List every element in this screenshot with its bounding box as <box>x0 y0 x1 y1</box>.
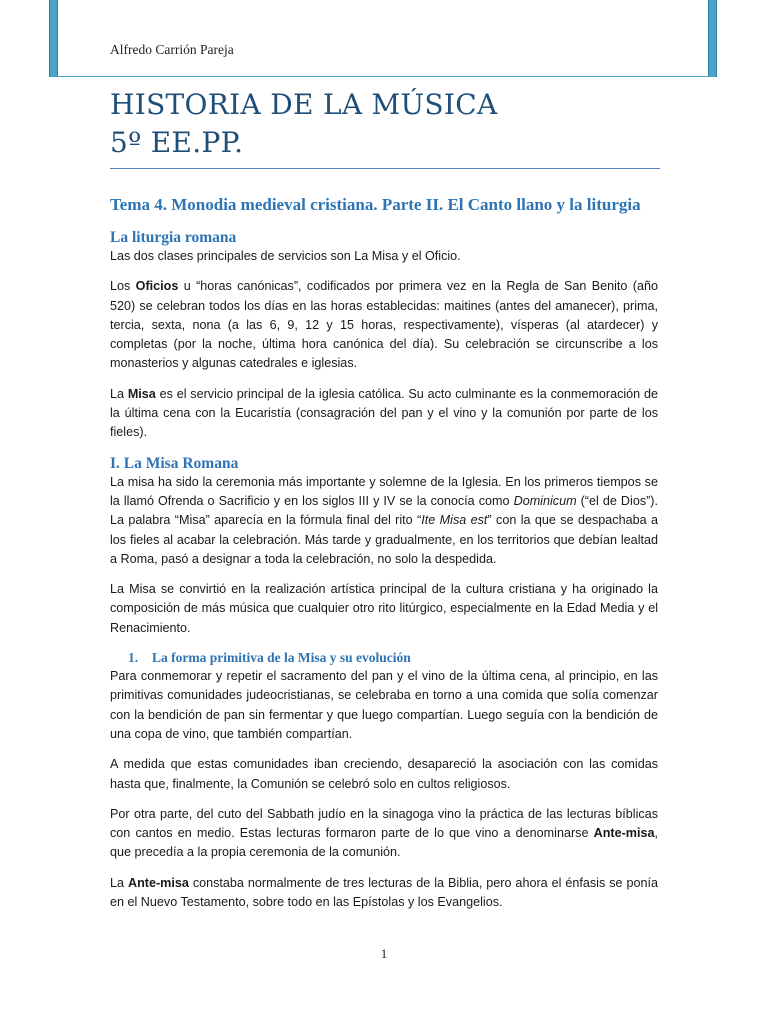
paragraph: Los Oficios u “horas canónicas”, codificados por primera vez en la Regla de San Benito (año 520) se celebran todos los días en las horas establecidas: maitines (antes del amanecer), prima, tercia, sexta, nona (a las 6, 9, 12 y 15 horas, respectivamente), vísperas (al atardecer) y completas (por la noche, última hora canónica del día). Su celebración se circunscribe a los monasterios y algunas catedrales e iglesias. <box>110 279 658 371</box>
document-body <box>110 194 658 923</box>
section-heading-liturgia: La liturgia romana <box>110 229 237 246</box>
bold-term: Oficios <box>135 279 179 294</box>
bold-term: Misa <box>127 386 156 401</box>
bold-term: Ante-misa <box>593 826 655 841</box>
topic-heading: Tema 4. Monodia medieval cristiana. Parte II. El Canto llano y la liturgia <box>110 195 641 214</box>
title-line-2: 5º EE.PP. <box>110 126 244 159</box>
paragraph: Por otra parte, del cuto del Sabbath judío en la sinagoga vino la práctica de las lecturas bíblicas con cantos en medio. Estas lecturas formaron parte de lo que vino a denominarse Ante-misa, que precedía a la propia ceremonia de la comunión. <box>110 806 658 860</box>
document-title <box>110 86 660 169</box>
paragraph: La Ante-misa constaba normalmente de tres lecturas de la Biblia, pero ahora el énfasis se ponía en el Nuevo Testamento, sobre todo en las Epístolas y los Evangelios. <box>110 875 658 910</box>
italic-term: Dominicum <box>513 493 577 508</box>
title-line-1: HISTORIA DE LA MÚSICA <box>110 88 498 121</box>
paragraph: La Misa se convirtió en la realización artística principal de la cultura cristiana y ha originado la composición de más música que cualquier otro rito litúrgico, especialmente en la Edad Media y el Renacimiento. <box>110 582 658 635</box>
subsection-title: La forma primitiva de la Misa y su evolución <box>152 650 411 666</box>
paragraph: A medida que estas comunidades iban creciendo, desapareció la asociación con las comidas hasta que, finalmente, la Comunión se celebró solo en cultos religiosos. <box>110 757 658 791</box>
subsection-heading-forma <box>110 649 658 667</box>
header-decoration-bar-left <box>49 0 58 77</box>
subsection-number: 1. <box>128 650 139 666</box>
header-rule <box>58 76 716 77</box>
paragraph: La misa ha sido la ceremonia más importante y solemne de la Iglesia. En los primeros tiempos se la llamó Ofrenda o Sacrificio y en los siglos III y IV se la conocía como Dominicum (“el de Dios”). La palabra “Misa” aparecía en la fórmula final del rito “Ite Misa est” con la que se despachaba a los fieles al acabar la celebración. Más tarde y gradualmente, en los territorios que debían lealtad a Roma, pasó a designar a toda la celebración, no solo la despedida. <box>110 474 659 566</box>
section-heading-misa: I. La Misa Romana <box>110 454 239 472</box>
paragraph: Las dos clases principales de servicios son La Misa y el Oficio. <box>110 249 461 263</box>
paragraph: Para conmemorar y repetir el sacramento del pan y el vino de la última cena, al principio, en las primitivas comunidades judeocristianas, se celebraba en torno a una comida que solía comenzar con la bendición de pan sin fermentar y que luego compartían. Luego seguía con la bendición de una copa de vino, que también compartían. <box>110 669 658 741</box>
italic-term: Ite Misa est <box>421 513 488 528</box>
paragraph: La Misa es el servicio principal de la iglesia católica. Su acto culminante es la conmemoración de la última cena con la Eucaristía (consagración del pan y el vino y la comunión por parte de los fieles). <box>110 386 658 440</box>
bold-term: Ante-misa <box>127 875 189 890</box>
header-decoration-bar-right <box>708 0 717 77</box>
title-underline <box>110 168 660 169</box>
page-number: 1 <box>380 947 388 961</box>
header-author: Alfredo Carrión Pareja <box>110 42 234 57</box>
